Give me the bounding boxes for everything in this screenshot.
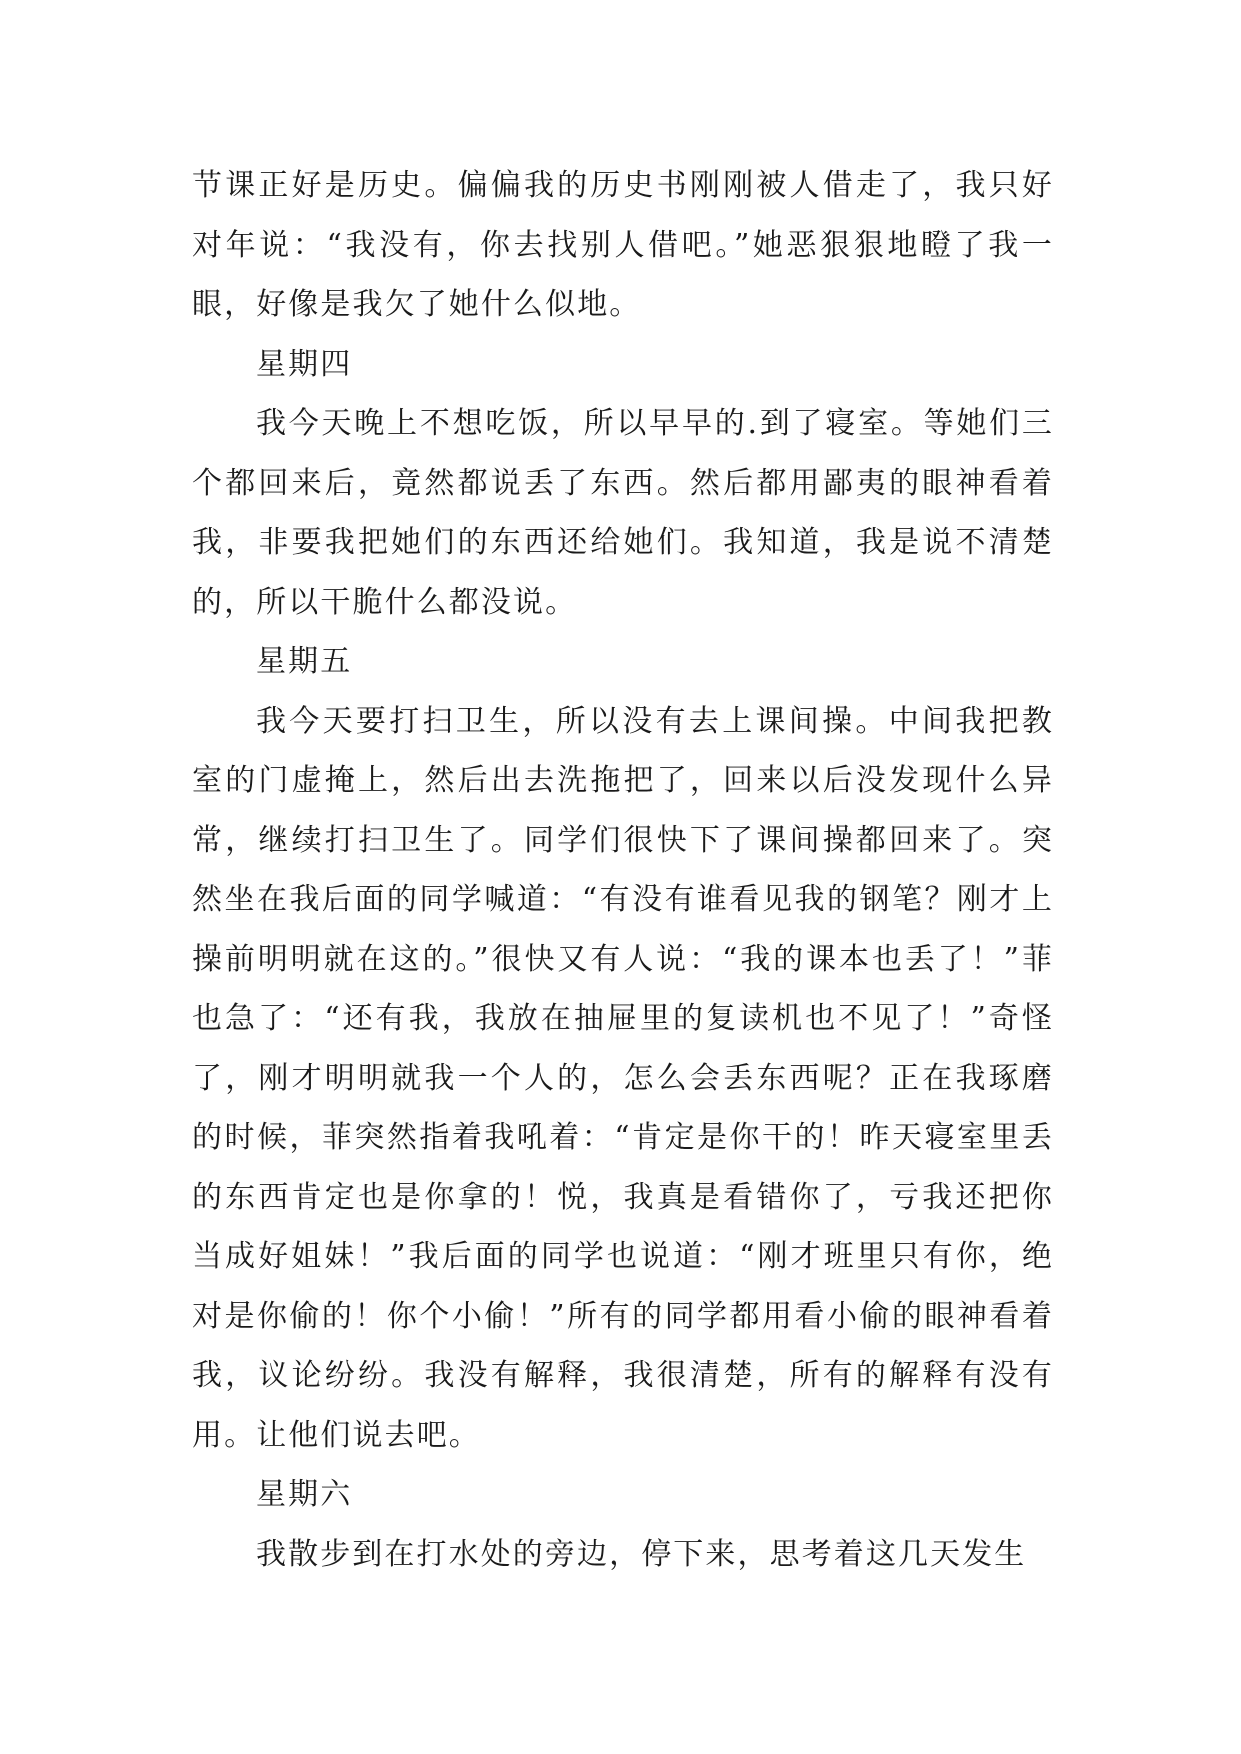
paragraph-saturday: 我散步到在打水处的旁边，停下来，思考着这几天发生 (256, 1536, 1027, 1572)
document-body (192, 156, 1054, 1584)
paragraph-thursday: 我今天晚上不想吃饭，所以早早的.到了寝室。等她们三个都回来后，竟然都说丢了东西。然后都用鄙夷的眼神看着我，非要我把她们的东西还给她们。我知道，我是说不清楚的，所以干脆什么都没说。 (192, 406, 1054, 620)
paragraph-continuation: 节课正好是历史。偏偏我的历史书刚刚被人借走了，我只好对年说：“我没有，你去找别人借吧。”她恶狠狠地瞪了我一眼，好像是我欠了她什么似地。 (192, 168, 1054, 322)
section-heading-thursday: 星期四 (256, 346, 353, 382)
paragraph-friday: 我今天要打扫卫生，所以没有去上课间操。中间我把教室的门虚掩上，然后出去洗拖把了，回来以后没发现什么异常，继续打扫卫生了。同学们很快下了课间操都回来了。突然坐在我后面的同学喊道：“有没有谁看见我的钢笔？刚才上操前明明就在这的。”很快又有人说：“我的课本也丢了！”菲也急了：“还有我，我放在抽屉里的复读机也不见了！”奇怪了，刚才明明就我一个人的，怎么会丢东西呢？正在我琢磨的时候，菲突然指着我吼着：“肯定是你干的！昨天寝室里丢的东西肯定也是你拿的！悦，我真是看错你了，亏我还把你当成好姐妹！”我后面的同学也说道：“刚才班里只有你，绝对是你偷的！你个小偷！”所有的同学都用看小偷的眼神看着我，议论纷纷。我没有解释，我很清楚，所有的解释有没有用。让他们说去吧。 (192, 703, 1054, 1453)
section-heading-friday: 星期五 (256, 644, 353, 679)
section-heading-saturday: 星期六 (256, 1477, 353, 1512)
